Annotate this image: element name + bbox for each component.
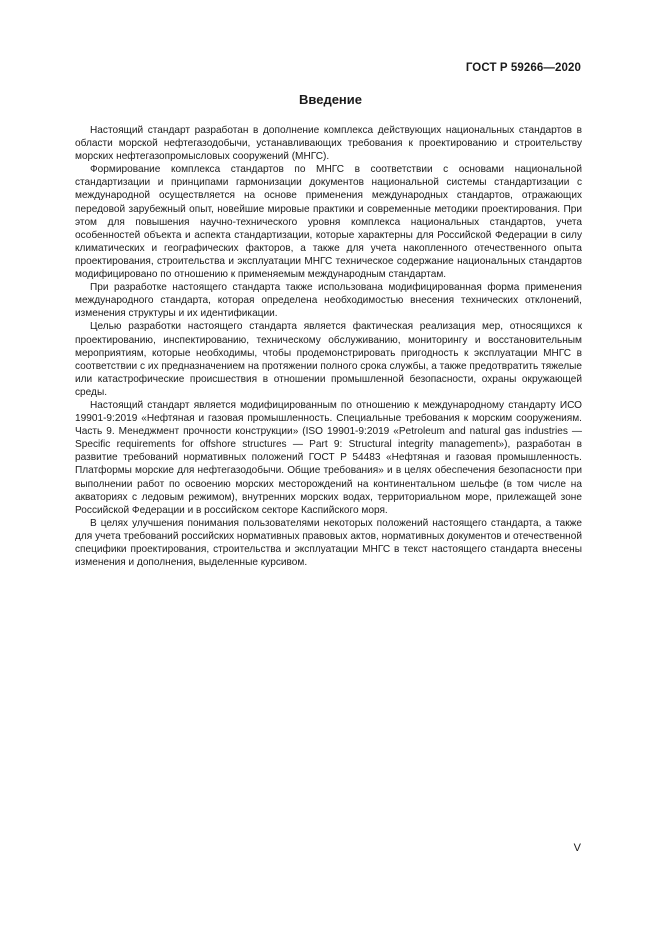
paragraph: Настоящий стандарт является модифицированным по отношению к международному стандарту ИСО 19901-9:2019 «Нефтяная и газовая промышленность. Специальные требования к морским сооружениям. Часть 9. Менеджмент прочности конструкции» (ISO 19901-9:2019 «Petroleum and natural gas industries — Specific requirements for offshore structures — Part 9: Structural integrity management»), разработан в развитие требований нормативных положений ГОСТ Р 54483 «Нефтяная и газовая промышленность. Платформы морские для нефтегазодобычи. Общие требования» и в целях обеспечения безопасности при выполнении работ по освоению морских месторождений на континентальном шельфе (в том числе на акваториях с ледовым режимом), внутренних морских водах, территориальном море, прилежащей зоне Российской Федерации и в российском секторе Каспийского моря. <box>75 399 582 516</box>
paragraph: Формирование комплекса стандартов по МНГС в соответствии с основами национальной стандартизации и принципами гармонизации документов национальной системы стандартизации с международной осуществляется на основе применения международных стандартов, отражающих передовой зарубежный опыт, новейшие мировые практики и современные методики проектирования. При этом для повышения научно-технического уровня комплекса национальных стандартов, учета особенностей объекта и аспекта стандартизации, которые характерны для Российской Федерации в силу климатических и географических факторов, а также для учета накопленного отечественного опыта проектирования, строительства и эксплуатации МНГС техническое содержание национальных стандартов модифицировано по отношению к применяемым международным стандартам. <box>75 164 582 281</box>
paragraph: В целях улучшения понимания пользователями некоторых положений настоящего стандарта, а также для учета требований российских нормативных правовых актов, нормативных документов и отечественной специфики проектирования, строительства и эксплуатации МНГС в текст настоящего стандарта внесены изменения и дополнения, выделенные курсивом. <box>75 517 582 569</box>
section-body <box>75 124 582 569</box>
page-number: V <box>573 842 581 854</box>
section-title: Введение <box>299 92 362 107</box>
paragraph: Настоящий стандарт разработан в дополнение комплекса действующих национальных стандартов в области морской нефтегазодобычи, устанавливающих требования к проектированию и строительству морских нефтегазопромысловых сооружений (МНГС). <box>75 125 582 163</box>
standard-code: ГОСТ Р 59266—2020 <box>465 62 581 74</box>
paragraph: Целью разработки настоящего стандарта является фактическая реализация мер, относящихся к проектированию, инспектированию, техническому обслуживанию, мониторингу и восстановительным мероприятиям, которые необходимы, чтобы продемонстрировать пригодность к эксплуатации МНГС в соответствии с их предназначением на протяжении полного срока службы, а также предотвратить тяжелые или катастрофические происшествия в отношении промышленной безопасности, охраны окружающей среды. <box>75 321 582 398</box>
paragraph: При разработке настоящего стандарта также использована модифицированная форма применения международного стандарта, которая определена необходимостью внесения технических отклонений, изменения структуры и их идентификации. <box>75 282 582 320</box>
